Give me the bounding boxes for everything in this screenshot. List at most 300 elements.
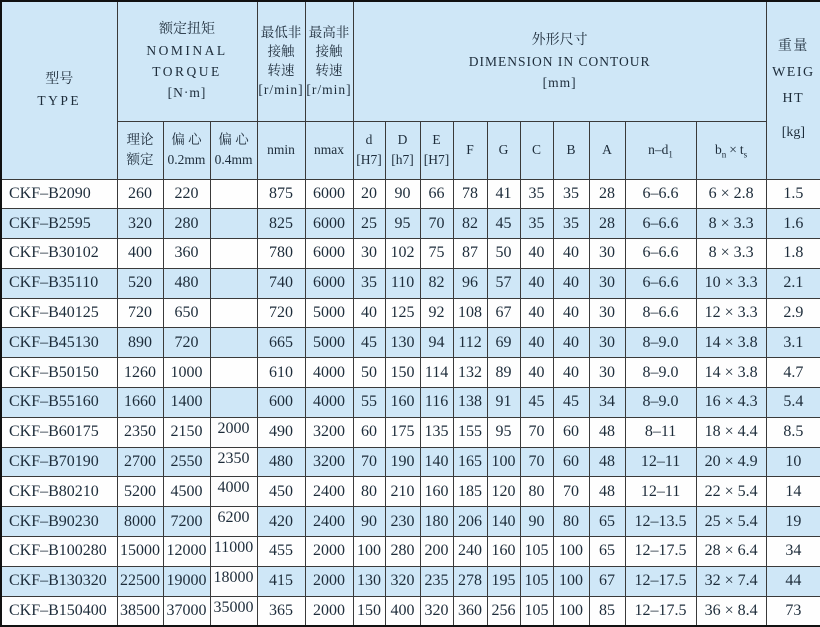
cell-G: 45 bbox=[487, 209, 520, 239]
cell-E: 140 bbox=[420, 447, 453, 477]
cell-torque-ecc02: 360 bbox=[163, 239, 210, 269]
cell-type: CKF–B40125 bbox=[1, 298, 117, 328]
cell-torque-rated: 38500 bbox=[117, 596, 163, 626]
cell-torque-rated: 400 bbox=[117, 239, 163, 269]
cell-torque-ecc04: 2000 bbox=[210, 417, 257, 447]
cell-B: 45 bbox=[553, 388, 589, 418]
cell-keyway: 14 × 3.8 bbox=[696, 358, 766, 388]
cell-d: 40 bbox=[353, 298, 385, 328]
cell-torque-rated: 260 bbox=[117, 179, 163, 209]
cell-D: 210 bbox=[385, 477, 420, 507]
subheader-rated-torque: 理论 额定 bbox=[117, 121, 163, 179]
cell-C: 40 bbox=[520, 239, 553, 269]
cell-torque-ecc04: 35000 bbox=[210, 596, 257, 626]
column-header-type bbox=[1, 1, 117, 179]
cell-D: 160 bbox=[385, 388, 420, 418]
type-label-en: TYPE bbox=[37, 93, 82, 109]
cell-n-d1: 8–6.6 bbox=[625, 298, 696, 328]
cell-G: 140 bbox=[487, 507, 520, 537]
cell-G: 195 bbox=[487, 566, 520, 596]
cell-E: 180 bbox=[420, 507, 453, 537]
cell-nmin: 415 bbox=[257, 566, 305, 596]
table-header bbox=[1, 1, 820, 179]
cell-A: 28 bbox=[589, 179, 625, 209]
cell-type: CKF–B90230 bbox=[1, 507, 117, 537]
cell-type: CKF–B80210 bbox=[1, 477, 117, 507]
cell-C: 40 bbox=[520, 298, 553, 328]
cell-B: 60 bbox=[553, 417, 589, 447]
cell-d: 60 bbox=[353, 417, 385, 447]
cell-D: 102 bbox=[385, 239, 420, 269]
cell-torque-ecc02: 1400 bbox=[163, 388, 210, 418]
table-row bbox=[1, 268, 820, 298]
subheader-B: B bbox=[553, 121, 589, 179]
cell-nmax: 2400 bbox=[305, 477, 353, 507]
cell-d: 25 bbox=[353, 209, 385, 239]
cell-type: CKF–B55160 bbox=[1, 388, 117, 418]
cell-nmax: 2000 bbox=[305, 596, 353, 626]
cell-D: 95 bbox=[385, 209, 420, 239]
cell-n-d1: 12–17.5 bbox=[625, 566, 696, 596]
cell-d: 100 bbox=[353, 537, 385, 567]
table-row bbox=[1, 566, 820, 596]
cell-C: 40 bbox=[520, 268, 553, 298]
cell-E: 75 bbox=[420, 239, 453, 269]
cell-nmin: 420 bbox=[257, 507, 305, 537]
dimension-label-cn: 外形尺寸 bbox=[531, 32, 588, 48]
cell-type: CKF–B35110 bbox=[1, 268, 117, 298]
cell-B: 70 bbox=[553, 477, 589, 507]
weight-unit: [kg] bbox=[781, 125, 806, 141]
cell-G: 160 bbox=[487, 537, 520, 567]
cell-n-d1: 12–11 bbox=[625, 477, 696, 507]
cell-C: 105 bbox=[520, 566, 553, 596]
cell-A: 85 bbox=[589, 596, 625, 626]
cell-torque-rated: 5200 bbox=[117, 477, 163, 507]
cell-A: 48 bbox=[589, 447, 625, 477]
cell-d: 130 bbox=[353, 566, 385, 596]
cell-F: 96 bbox=[453, 268, 487, 298]
cell-C: 70 bbox=[520, 417, 553, 447]
cell-weight: 44 bbox=[766, 566, 820, 596]
cell-G: 120 bbox=[487, 477, 520, 507]
cell-weight: 3.1 bbox=[766, 328, 820, 358]
cell-torque-ecc02: 280 bbox=[163, 209, 210, 239]
cell-d: 70 bbox=[353, 447, 385, 477]
cell-d: 45 bbox=[353, 328, 385, 358]
cell-weight: 19 bbox=[766, 507, 820, 537]
cell-keyway: 20 × 4.9 bbox=[696, 447, 766, 477]
cell-nmin: 480 bbox=[257, 447, 305, 477]
cell-A: 30 bbox=[589, 358, 625, 388]
cell-n-d1: 8–9.0 bbox=[625, 388, 696, 418]
cell-torque-ecc02: 480 bbox=[163, 268, 210, 298]
cell-type: CKF–B30102 bbox=[1, 239, 117, 269]
cell-nmax: 4000 bbox=[305, 388, 353, 418]
cell-type: CKF–B100280 bbox=[1, 537, 117, 567]
subheader-F: F bbox=[453, 121, 487, 179]
cell-d: 20 bbox=[353, 179, 385, 209]
cell-keyway: 10 × 3.3 bbox=[696, 268, 766, 298]
cell-type: CKF–B2595 bbox=[1, 209, 117, 239]
cell-torque-ecc02: 4500 bbox=[163, 477, 210, 507]
cell-G: 100 bbox=[487, 447, 520, 477]
cell-D: 175 bbox=[385, 417, 420, 447]
cell-n-d1: 12–11 bbox=[625, 447, 696, 477]
cell-B: 35 bbox=[553, 179, 589, 209]
cell-D: 400 bbox=[385, 596, 420, 626]
table-row bbox=[1, 477, 820, 507]
cell-E: 114 bbox=[420, 358, 453, 388]
cell-F: 108 bbox=[453, 298, 487, 328]
cell-type: CKF–B60175 bbox=[1, 417, 117, 447]
cell-nmax: 2000 bbox=[305, 566, 353, 596]
cell-torque-ecc02: 37000 bbox=[163, 596, 210, 626]
cell-nmin: 720 bbox=[257, 298, 305, 328]
cell-weight: 1.8 bbox=[766, 239, 820, 269]
cell-torque-ecc04 bbox=[210, 388, 257, 418]
cell-nmin: 365 bbox=[257, 596, 305, 626]
cell-keyway: 8 × 3.3 bbox=[696, 209, 766, 239]
cell-torque-rated: 22500 bbox=[117, 566, 163, 596]
cell-E: 94 bbox=[420, 328, 453, 358]
cell-A: 28 bbox=[589, 209, 625, 239]
cell-nmax: 5000 bbox=[305, 298, 353, 328]
cell-F: 78 bbox=[453, 179, 487, 209]
cell-n-d1: 6–6.6 bbox=[625, 239, 696, 269]
cell-torque-ecc04: 6200 bbox=[210, 507, 257, 537]
subheader-n-d1: $n-d_1$ bbox=[625, 121, 696, 179]
cell-torque-rated: 2350 bbox=[117, 417, 163, 447]
cell-torque-rated: 8000 bbox=[117, 507, 163, 537]
cell-weight: 1.5 bbox=[766, 179, 820, 209]
cell-nmin: 450 bbox=[257, 477, 305, 507]
table-row bbox=[1, 179, 820, 209]
table-row bbox=[1, 447, 820, 477]
table-body bbox=[1, 179, 820, 626]
cell-D: 230 bbox=[385, 507, 420, 537]
cell-B: 100 bbox=[553, 566, 589, 596]
cell-n-d1: 12–13.5 bbox=[625, 507, 696, 537]
cell-d: 50 bbox=[353, 358, 385, 388]
cell-D: 130 bbox=[385, 328, 420, 358]
cell-nmin: 780 bbox=[257, 239, 305, 269]
cell-B: 80 bbox=[553, 507, 589, 537]
cell-G: 69 bbox=[487, 328, 520, 358]
cell-type: CKF–B50150 bbox=[1, 358, 117, 388]
cell-nmax: 4000 bbox=[305, 358, 353, 388]
dimension-unit: [mm] bbox=[542, 74, 577, 90]
cell-G: 41 bbox=[487, 179, 520, 209]
cell-F: 155 bbox=[453, 417, 487, 447]
cell-D: 90 bbox=[385, 179, 420, 209]
cell-E: 70 bbox=[420, 209, 453, 239]
torque-label-cn: 额定扭矩 bbox=[159, 22, 216, 38]
cell-torque-rated: 15000 bbox=[117, 537, 163, 567]
cell-nmin: 875 bbox=[257, 179, 305, 209]
table-row bbox=[1, 537, 820, 567]
cell-type: CKF–B45130 bbox=[1, 328, 117, 358]
cell-C: 80 bbox=[520, 477, 553, 507]
cell-n-d1: 8–9.0 bbox=[625, 358, 696, 388]
cell-B: 100 bbox=[553, 537, 589, 567]
cell-keyway: 22 × 5.4 bbox=[696, 477, 766, 507]
cell-d: 55 bbox=[353, 388, 385, 418]
dimension-label-en: DIMENSION IN CONTOUR bbox=[468, 53, 651, 69]
cell-nmin: 490 bbox=[257, 417, 305, 447]
cell-E: 135 bbox=[420, 417, 453, 447]
cell-nmax: 3200 bbox=[305, 447, 353, 477]
cell-nmin: 825 bbox=[257, 209, 305, 239]
cell-F: 185 bbox=[453, 477, 487, 507]
cell-n-d1: 8–9.0 bbox=[625, 328, 696, 358]
cell-d: 80 bbox=[353, 477, 385, 507]
cell-B: 40 bbox=[553, 298, 589, 328]
cell-d: 150 bbox=[353, 596, 385, 626]
cell-A: 30 bbox=[589, 239, 625, 269]
type-label-cn: 型号 bbox=[45, 72, 74, 88]
cell-torque-rated: 1660 bbox=[117, 388, 163, 418]
weight-label-cn: 重量 bbox=[777, 39, 809, 55]
cell-A: 48 bbox=[589, 477, 625, 507]
cell-F: 360 bbox=[453, 596, 487, 626]
table-row bbox=[1, 596, 820, 626]
cell-torque-ecc04 bbox=[210, 239, 257, 269]
table-row bbox=[1, 507, 820, 537]
cell-A: 65 bbox=[589, 507, 625, 537]
cell-C: 40 bbox=[520, 358, 553, 388]
cell-torque-ecc02: 1000 bbox=[163, 358, 210, 388]
cell-F: 240 bbox=[453, 537, 487, 567]
cell-D: 320 bbox=[385, 566, 420, 596]
cell-E: 320 bbox=[420, 596, 453, 626]
cell-torque-ecc02: 720 bbox=[163, 328, 210, 358]
cell-nmax: 5000 bbox=[305, 328, 353, 358]
max-speed-unit: [r/min] bbox=[306, 82, 352, 98]
subheader-eccentric-02: 偏 心 0.2mm bbox=[163, 121, 210, 179]
cell-C: 70 bbox=[520, 447, 553, 477]
cell-torque-ecc02: 12000 bbox=[163, 537, 210, 567]
table-row bbox=[1, 328, 820, 358]
cell-C: 105 bbox=[520, 596, 553, 626]
cell-keyway: 6 × 2.8 bbox=[696, 179, 766, 209]
cell-keyway: 32 × 7.4 bbox=[696, 566, 766, 596]
cell-nmax: 6000 bbox=[305, 239, 353, 269]
cell-keyway: 16 × 4.3 bbox=[696, 388, 766, 418]
cell-E: 82 bbox=[420, 268, 453, 298]
cell-G: 95 bbox=[487, 417, 520, 447]
subheader-d: d [H7] bbox=[353, 121, 385, 179]
column-header-max-speed: 最高非 接触 转速 [r/min] bbox=[305, 1, 353, 121]
cell-nmax: 2000 bbox=[305, 537, 353, 567]
cell-type: CKF–B130320 bbox=[1, 566, 117, 596]
cell-C: 45 bbox=[520, 388, 553, 418]
subheader-E: E [H7] bbox=[420, 121, 453, 179]
cell-A: 30 bbox=[589, 268, 625, 298]
cell-B: 40 bbox=[553, 268, 589, 298]
subheader-nmax: nmax bbox=[305, 121, 353, 179]
cell-G: 50 bbox=[487, 239, 520, 269]
cell-n-d1: 12–17.5 bbox=[625, 537, 696, 567]
cell-nmax: 6000 bbox=[305, 268, 353, 298]
cell-A: 67 bbox=[589, 566, 625, 596]
table-row bbox=[1, 209, 820, 239]
cell-torque-ecc04 bbox=[210, 358, 257, 388]
cell-A: 65 bbox=[589, 537, 625, 567]
cell-torque-ecc04 bbox=[210, 179, 257, 209]
table-row bbox=[1, 358, 820, 388]
cell-F: 278 bbox=[453, 566, 487, 596]
cell-torque-ecc02: 19000 bbox=[163, 566, 210, 596]
cell-torque-ecc02: 2150 bbox=[163, 417, 210, 447]
cell-torque-ecc04 bbox=[210, 298, 257, 328]
cell-type: CKF–B2090 bbox=[1, 179, 117, 209]
cell-weight: 8.5 bbox=[766, 417, 820, 447]
cell-A: 48 bbox=[589, 417, 625, 447]
table-row bbox=[1, 417, 820, 447]
cell-weight: 5.4 bbox=[766, 388, 820, 418]
cell-C: 40 bbox=[520, 328, 553, 358]
cell-weight: 2.1 bbox=[766, 268, 820, 298]
cell-torque-ecc02: 2550 bbox=[163, 447, 210, 477]
cell-weight: 4.7 bbox=[766, 358, 820, 388]
cell-C: 35 bbox=[520, 209, 553, 239]
cell-nmin: 610 bbox=[257, 358, 305, 388]
cell-E: 235 bbox=[420, 566, 453, 596]
cell-D: 125 bbox=[385, 298, 420, 328]
cell-D: 150 bbox=[385, 358, 420, 388]
column-header-min-speed: 最低非 接触 转速 [r/min] bbox=[257, 1, 305, 121]
table-row bbox=[1, 388, 820, 418]
cell-C: 90 bbox=[520, 507, 553, 537]
cell-n-d1: 6–6.6 bbox=[625, 268, 696, 298]
cell-E: 116 bbox=[420, 388, 453, 418]
cell-A: 30 bbox=[589, 328, 625, 358]
cell-E: 66 bbox=[420, 179, 453, 209]
cell-nmax: 3200 bbox=[305, 417, 353, 447]
cell-nmin: 665 bbox=[257, 328, 305, 358]
table-row bbox=[1, 239, 820, 269]
cell-B: 100 bbox=[553, 596, 589, 626]
cell-F: 165 bbox=[453, 447, 487, 477]
cell-torque-rated: 520 bbox=[117, 268, 163, 298]
min-speed-unit: [r/min] bbox=[258, 82, 304, 98]
cell-G: 67 bbox=[487, 298, 520, 328]
cell-nmin: 600 bbox=[257, 388, 305, 418]
cell-B: 40 bbox=[553, 239, 589, 269]
cell-type: CKF–B70190 bbox=[1, 447, 117, 477]
table-row bbox=[1, 298, 820, 328]
cell-weight: 1.6 bbox=[766, 209, 820, 239]
cell-torque-rated: 2700 bbox=[117, 447, 163, 477]
cell-weight: 14 bbox=[766, 477, 820, 507]
cell-n-d1: 6–6.6 bbox=[625, 209, 696, 239]
subheader-D: D [h7] bbox=[385, 121, 420, 179]
cell-torque-rated: 890 bbox=[117, 328, 163, 358]
cell-F: 138 bbox=[453, 388, 487, 418]
cell-nmax: 2400 bbox=[305, 507, 353, 537]
cell-keyway: 25 × 5.4 bbox=[696, 507, 766, 537]
cell-F: 82 bbox=[453, 209, 487, 239]
cell-nmax: 6000 bbox=[305, 209, 353, 239]
cell-weight: 10 bbox=[766, 447, 820, 477]
column-header-nominal-torque: 额定扭矩 NOMINAL TORQUE [N·m] bbox=[117, 1, 257, 121]
cell-keyway: 12 × 3.3 bbox=[696, 298, 766, 328]
cell-torque-ecc02: 220 bbox=[163, 179, 210, 209]
cell-torque-rated: 720 bbox=[117, 298, 163, 328]
cell-keyway: 36 × 8.4 bbox=[696, 596, 766, 626]
cell-nmin: 740 bbox=[257, 268, 305, 298]
cell-F: 112 bbox=[453, 328, 487, 358]
cell-torque-ecc02: 650 bbox=[163, 298, 210, 328]
cell-G: 89 bbox=[487, 358, 520, 388]
subheader-C: C bbox=[520, 121, 553, 179]
cell-torque-ecc04: 11000 bbox=[210, 537, 257, 567]
cell-C: 35 bbox=[520, 179, 553, 209]
cell-n-d1: 12–17.5 bbox=[625, 596, 696, 626]
cell-weight: 34 bbox=[766, 537, 820, 567]
cell-torque-ecc04 bbox=[210, 268, 257, 298]
cell-F: 132 bbox=[453, 358, 487, 388]
cell-nmax: 6000 bbox=[305, 179, 353, 209]
cell-d: 30 bbox=[353, 239, 385, 269]
column-header-weight: 重量 WEIG HT [kg] bbox=[766, 1, 820, 179]
cell-D: 190 bbox=[385, 447, 420, 477]
cell-keyway: 8 × 3.3 bbox=[696, 239, 766, 269]
cell-n-d1: 6–6.6 bbox=[625, 179, 696, 209]
subheader-keyway: $b_n \times t_s$ bbox=[696, 121, 766, 179]
cell-torque-ecc04: 18000 bbox=[210, 566, 257, 596]
cell-torque-ecc04: 4000 bbox=[210, 477, 257, 507]
cell-torque-rated: 1260 bbox=[117, 358, 163, 388]
cell-F: 206 bbox=[453, 507, 487, 537]
cell-type: CKF–B150400 bbox=[1, 596, 117, 626]
cell-torque-ecc02: 7200 bbox=[163, 507, 210, 537]
cell-C: 105 bbox=[520, 537, 553, 567]
subheader-G: G bbox=[487, 121, 520, 179]
cell-E: 160 bbox=[420, 477, 453, 507]
subheader-nmin: nmin bbox=[257, 121, 305, 179]
cell-A: 30 bbox=[589, 298, 625, 328]
cell-G: 91 bbox=[487, 388, 520, 418]
cell-torque-ecc04 bbox=[210, 328, 257, 358]
subheader-A: A bbox=[589, 121, 625, 179]
cell-keyway: 18 × 4.4 bbox=[696, 417, 766, 447]
cell-D: 110 bbox=[385, 268, 420, 298]
cell-weight: 73 bbox=[766, 596, 820, 626]
cell-B: 60 bbox=[553, 447, 589, 477]
cell-n-d1: 8–11 bbox=[625, 417, 696, 447]
cell-torque-rated: 320 bbox=[117, 209, 163, 239]
cell-G: 57 bbox=[487, 268, 520, 298]
cell-B: 40 bbox=[553, 358, 589, 388]
cell-A: 34 bbox=[589, 388, 625, 418]
cell-torque-ecc04 bbox=[210, 209, 257, 239]
column-header-dimension bbox=[353, 1, 766, 121]
cell-weight: 2.9 bbox=[766, 298, 820, 328]
subheader-eccentric-04: 偏 心 0.4mm bbox=[210, 121, 257, 179]
cell-keyway: 14 × 3.8 bbox=[696, 328, 766, 358]
cell-d: 90 bbox=[353, 507, 385, 537]
cell-nmin: 455 bbox=[257, 537, 305, 567]
cell-D: 280 bbox=[385, 537, 420, 567]
cell-F: 87 bbox=[453, 239, 487, 269]
cell-G: 256 bbox=[487, 596, 520, 626]
cell-E: 200 bbox=[420, 537, 453, 567]
torque-unit: [N·m] bbox=[167, 85, 207, 101]
cell-B: 35 bbox=[553, 209, 589, 239]
cell-torque-ecc04: 2350 bbox=[210, 447, 257, 477]
